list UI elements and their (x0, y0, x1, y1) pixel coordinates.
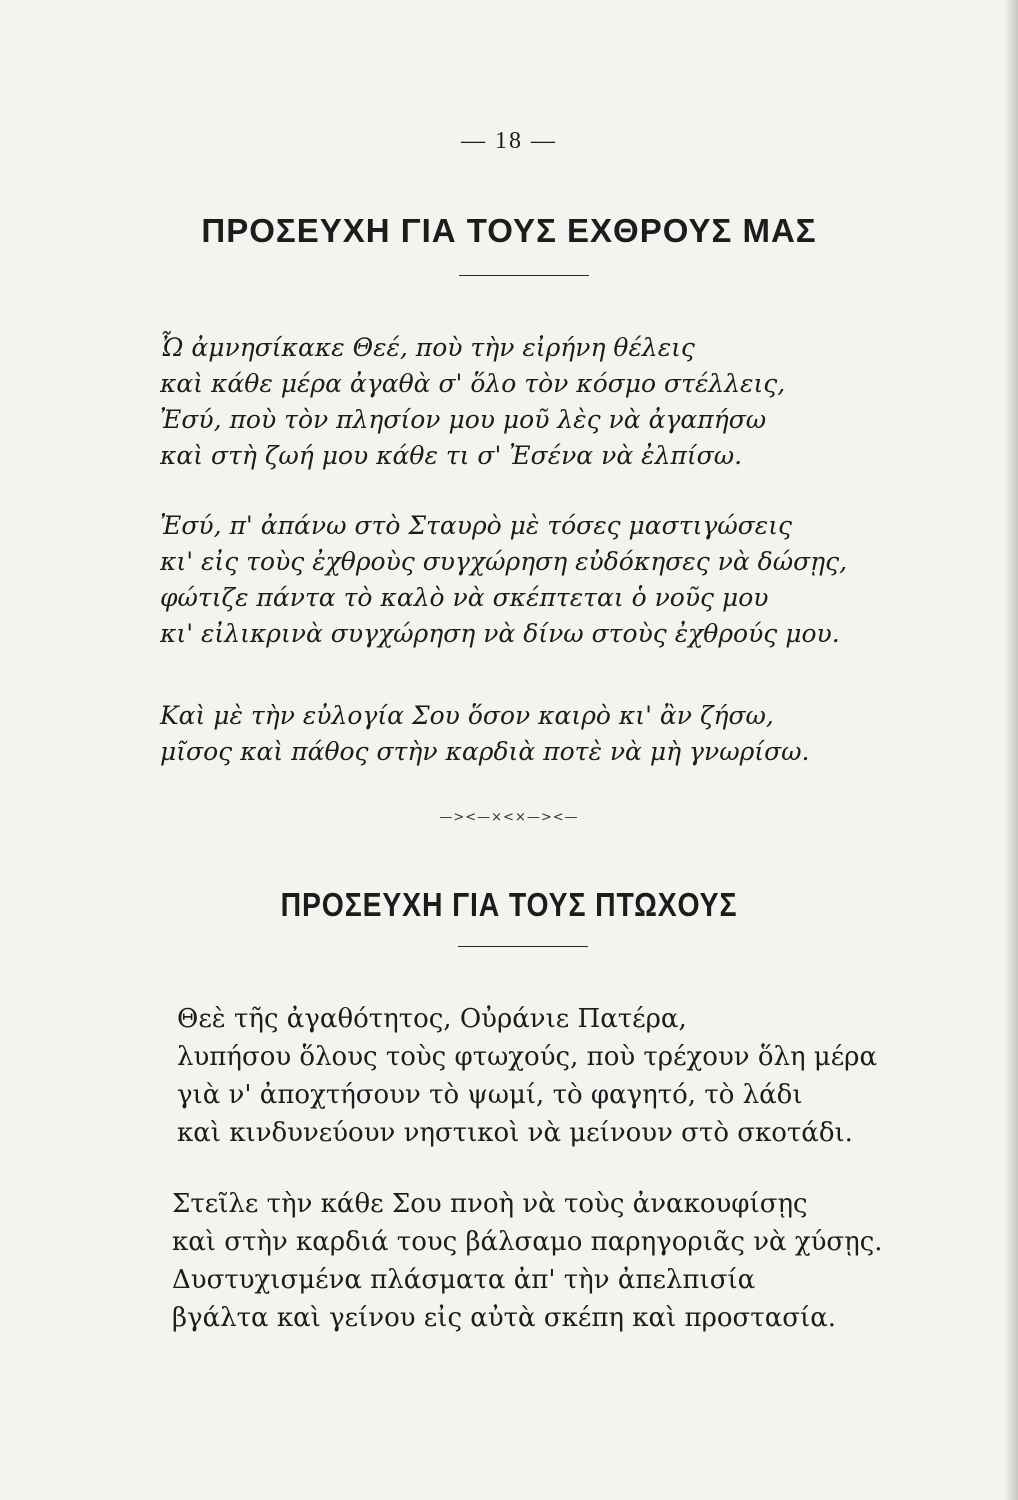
verse-line: Ἐσύ, π' ἀπάνω στὸ Σταυρὸ μὲ τόσες μαστιγώσεις (160, 511, 792, 540)
verse-line: καὶ κινδυνεύουν νηστικοὶ νὰ μείνουν στὸ σκοτάδι. (177, 1118, 853, 1148)
section-title-enemies: ΠΡΟΣΕΥΧΗ ΓΙΑ ΤΟΥΣ ΕΧΘΡΟΥΣ ΜΑΣ (201, 212, 817, 249)
verse-line: καὶ στὴν καρδιά τους βάλσαμο παρηγοριᾶς νὰ χύσῃς. (172, 1227, 883, 1257)
verse-line: φώτιζε πάντα τὸ καλὸ νὰ σκέπτεται ὁ νοῦς μου (160, 583, 769, 612)
verse-line: κι' εἰς τοὺς ἐχθροὺς συγχώρηση εὐδόκησες νὰ δώσῃς, (160, 547, 848, 576)
verse-line: καὶ κάθε μέρα ἀγαθὰ σ' ὅλο τὸν κόσμο στέλλεις, (160, 369, 786, 398)
section-title-poor: ΠΡΟΣΕΥΧΗ ΓΙΑ ΤΟΥΣ ΠΤΩΧΟΥΣ (280, 886, 738, 923)
verse-line: λυπήσου ὅλους τοὺς φτωχούς, ποὺ τρέχουν ὅλη μέρα (177, 1042, 878, 1072)
verse-line: Καὶ μὲ τὴν εὐλογία Σου ὅσον καιρὸ κι' ἂν ζήσω, (160, 701, 774, 730)
section-divider-ornament: —><—×<×—><— (439, 810, 579, 825)
stanza (160, 508, 920, 652)
verse-line: γιὰ ν' ἀποχτήσουν τὸ ψωμί, τὸ φαγητό, τὸ λάδι (177, 1080, 803, 1110)
page-number: — 18 — (461, 128, 557, 154)
page-edge-shadow (1004, 0, 1018, 1500)
verse-line: Ὦ ἀμνησίκακε Θεέ, ποὺ τὴν εἰρήνη θέλεις (160, 333, 695, 362)
stanza (177, 1000, 937, 1152)
verse-line: μῖσος καὶ πάθος στὴν καρδιὰ ποτὲ νὰ μὴ γνωρίσω. (160, 737, 810, 766)
verse-line: Θεὲ τῆς ἀγαθότητος, Οὐράνιε Πατέρα, (177, 1004, 687, 1034)
verse-line: καὶ στὴ ζωή μου κάθε τι σ' Ἐσένα νὰ ἐλπίσω. (160, 441, 743, 470)
stanza (160, 330, 920, 474)
title-underline (458, 946, 588, 947)
verse-line: Στεῖλε τὴν κάθε Σου πνοὴ νὰ τοὺς ἀνακουφίσῃς (172, 1189, 808, 1219)
verse-line: Δυστυχισμένα πλάσματα ἀπ' τὴν ἀπελπισία (172, 1265, 756, 1295)
verse-line: κι' εἰλικρινὰ συγχώρηση νὰ δίνω στοὺς ἐχθρούς μου. (160, 619, 840, 648)
verse-line: βγάλτα καὶ γείνου εἰς αὐτὰ σκέπη καὶ προστασία. (172, 1303, 837, 1333)
stanza (172, 1185, 932, 1337)
title-underline (459, 275, 589, 276)
verse-line: Ἐσύ, ποὺ τὸν πλησίον μου μοῦ λὲς νὰ ἀγαπήσω (160, 405, 767, 434)
stanza (160, 698, 920, 770)
